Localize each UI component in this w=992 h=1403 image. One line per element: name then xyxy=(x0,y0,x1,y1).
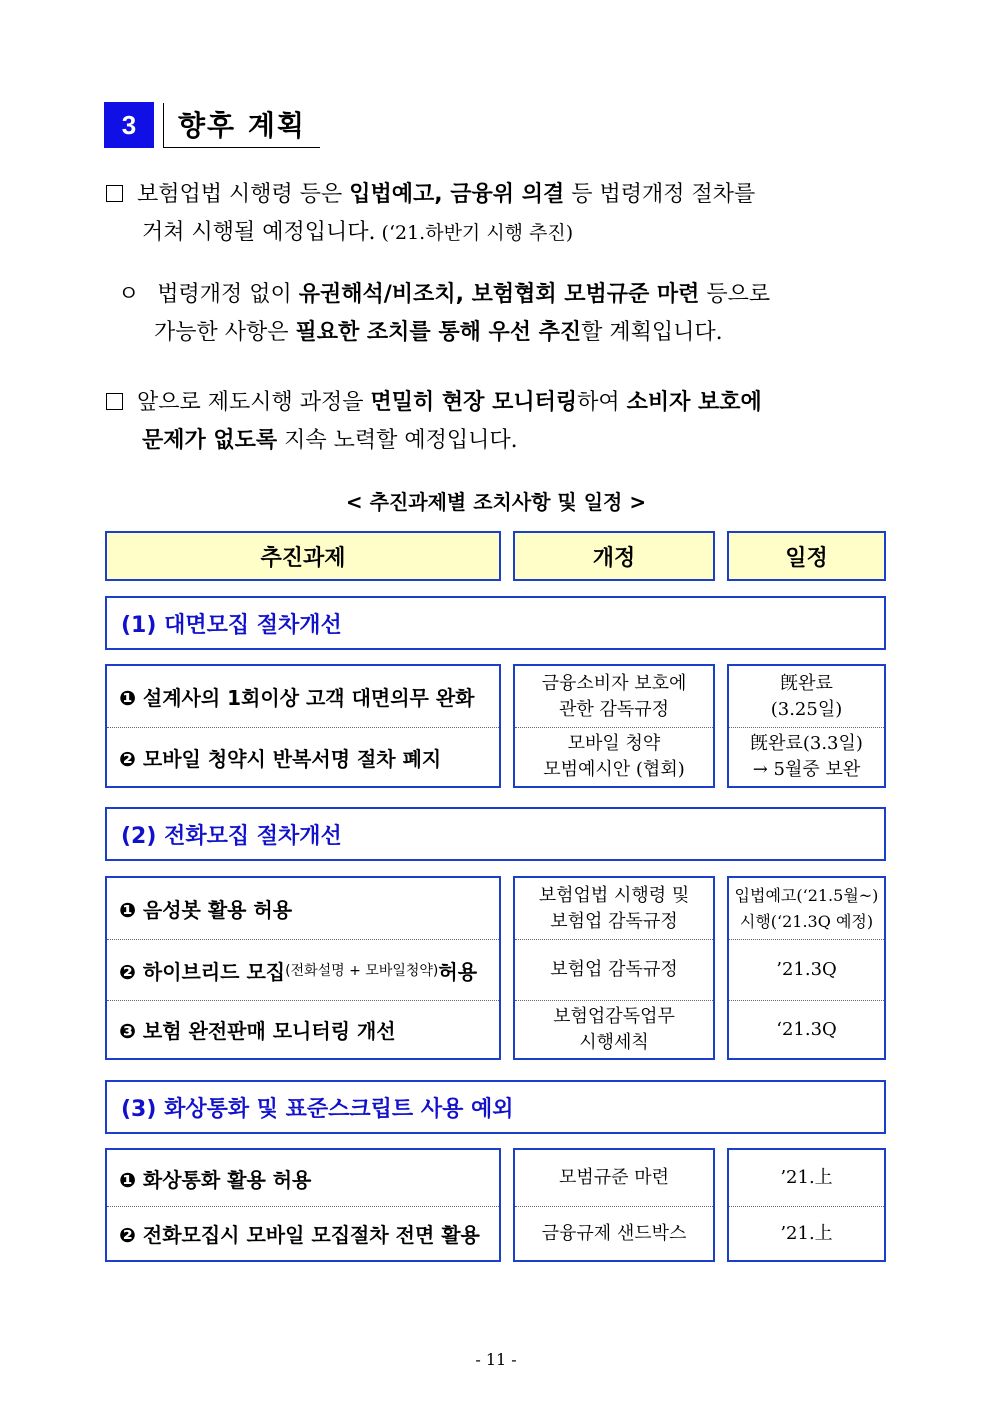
emphasis: 입법예고, 금융위 의결 xyxy=(349,182,565,207)
text: 旣완료 xyxy=(780,672,833,694)
text: 모범예시안 (협회) xyxy=(543,759,685,780)
text: (3.25일) xyxy=(770,698,843,720)
schedule-cell: ‘21.3Q xyxy=(729,1000,884,1058)
revision-cell xyxy=(515,666,713,727)
schedule-cell: ’21.上 xyxy=(729,1206,884,1260)
text: ❷ 하이브리드 모집 xyxy=(119,959,286,984)
emphasis: 문제가 없도록 xyxy=(142,428,278,453)
paragraph-3-line-1 xyxy=(106,384,762,422)
text: 시행세칙 xyxy=(579,1031,649,1053)
page-number: - 11 - xyxy=(475,1350,517,1369)
text: 旣완료(3.3일) xyxy=(750,733,863,754)
text: 금융소비자 보호에 xyxy=(541,672,687,694)
group-1-tasks xyxy=(105,664,501,788)
text: 법령개정 없이 xyxy=(157,282,299,307)
checkbox-square-icon xyxy=(106,393,123,410)
group-3-schedules xyxy=(727,1148,886,1262)
text: 보험업법 시행령 및 xyxy=(538,884,690,906)
section-number: 3 xyxy=(104,102,154,148)
text: 등 법령개정 절차를 xyxy=(564,182,756,207)
group-3-tasks xyxy=(105,1148,501,1262)
paragraph-2-line-1 xyxy=(118,276,770,314)
paragraph-2 xyxy=(118,276,770,352)
heading-underline xyxy=(163,147,320,148)
text: 입법예고(‘21.5월~) xyxy=(734,885,879,905)
text: 허용 xyxy=(438,959,478,984)
table-title: < 추진과제별 조치사항 및 일정 > xyxy=(345,490,647,514)
group-title: (1) 대면모집 절차개선 xyxy=(105,596,886,650)
task-cell: ❷ 전화모집시 모바일 모집절차 전면 활용 xyxy=(107,1206,499,1260)
emphasis: 면밀히 현장 모니터링 xyxy=(370,390,578,415)
revision-cell xyxy=(515,1000,713,1058)
text: 보험업감독업무 xyxy=(553,1005,675,1027)
emphasis: 필요한 조치를 통해 우선 추진 xyxy=(295,320,582,345)
task-cell xyxy=(107,939,499,1000)
text: 시행(‘21.3Q 예정) xyxy=(739,911,874,931)
text: 하여 xyxy=(577,390,627,415)
emphasis: 소비자 보호에 xyxy=(626,390,762,415)
section-title: 향후 계획 xyxy=(178,109,306,142)
group-3-revisions xyxy=(513,1148,715,1262)
revision-cell: 금융규제 샌드박스 xyxy=(515,1206,713,1260)
text: 지속 노력할 예정입니다. xyxy=(277,428,518,453)
header-revision: 개정 xyxy=(513,531,715,581)
text: 관한 감독규정 xyxy=(558,698,670,720)
schedule-cell xyxy=(729,878,884,939)
text: 보험업 감독규정 xyxy=(550,910,678,932)
group-title: (3) 화상통화 및 표준스크립트 사용 예외 xyxy=(105,1080,886,1134)
text: 등으로 xyxy=(699,282,771,307)
schedule-cell: ’21.上 xyxy=(780,1167,833,1188)
schedule-cell xyxy=(729,666,884,727)
checkbox-square-icon xyxy=(106,185,123,202)
bullet-icon: ㅇ xyxy=(118,282,140,307)
paragraph-3-line-2 xyxy=(106,422,762,460)
text: 거쳐 시행될 예정입니다. xyxy=(142,220,376,245)
paragraph-3 xyxy=(106,384,762,460)
revision-cell xyxy=(515,878,713,939)
group-1-schedules xyxy=(727,664,886,788)
header-schedule: 일정 xyxy=(727,531,886,581)
group-2-tasks xyxy=(105,876,501,1060)
revision-cell: 보험업 감독규정 xyxy=(515,939,713,1000)
note: (전화설명 + 모바일청약) xyxy=(285,963,439,979)
text: 앞으로 제도시행 과정을 xyxy=(137,390,371,415)
revision-cell: 모범규준 마련 xyxy=(558,1167,670,1188)
text: 가능한 사항은 xyxy=(154,320,296,345)
group-2-revisions xyxy=(513,876,715,1060)
paragraph-1-line-2 xyxy=(106,214,755,252)
schedule-cell xyxy=(729,727,884,786)
task-cell: ❸ 보험 완전판매 모니터링 개선 xyxy=(107,1000,499,1058)
paragraph-1-line-1 xyxy=(106,176,755,214)
text: → 5월중 보완 xyxy=(752,759,861,780)
group-2-schedules xyxy=(727,876,886,1060)
group-1-revisions xyxy=(513,664,715,788)
schedule-cell: ’21.3Q xyxy=(729,939,884,1000)
note: (‘21.하반기 시행 추진) xyxy=(375,222,574,244)
emphasis: 유권해석/비조치, 보험협회 모범규준 마련 xyxy=(298,282,700,307)
group-title: (2) 전화모집 절차개선 xyxy=(105,807,886,861)
text: 할 계획입니다. xyxy=(581,320,723,345)
task-cell: ❶ 음성봇 활용 허용 xyxy=(119,898,293,922)
task-cell: ❶ 설계사의 1회이상 고객 대면의무 완화 xyxy=(119,686,475,710)
task-cell: ❷ 모바일 청약시 반복서명 절차 폐지 xyxy=(107,727,499,786)
revision-cell xyxy=(515,727,713,786)
header-task: 추진과제 xyxy=(105,531,501,581)
task-cell: ❶ 화상통화 활용 허용 xyxy=(119,1167,312,1192)
text: 보험업법 시행령 등은 xyxy=(137,182,350,207)
paragraph-1 xyxy=(106,176,755,252)
paragraph-2-line-2 xyxy=(118,314,770,352)
heading-divider xyxy=(163,103,164,148)
text: 모바일 청약 xyxy=(567,733,661,754)
